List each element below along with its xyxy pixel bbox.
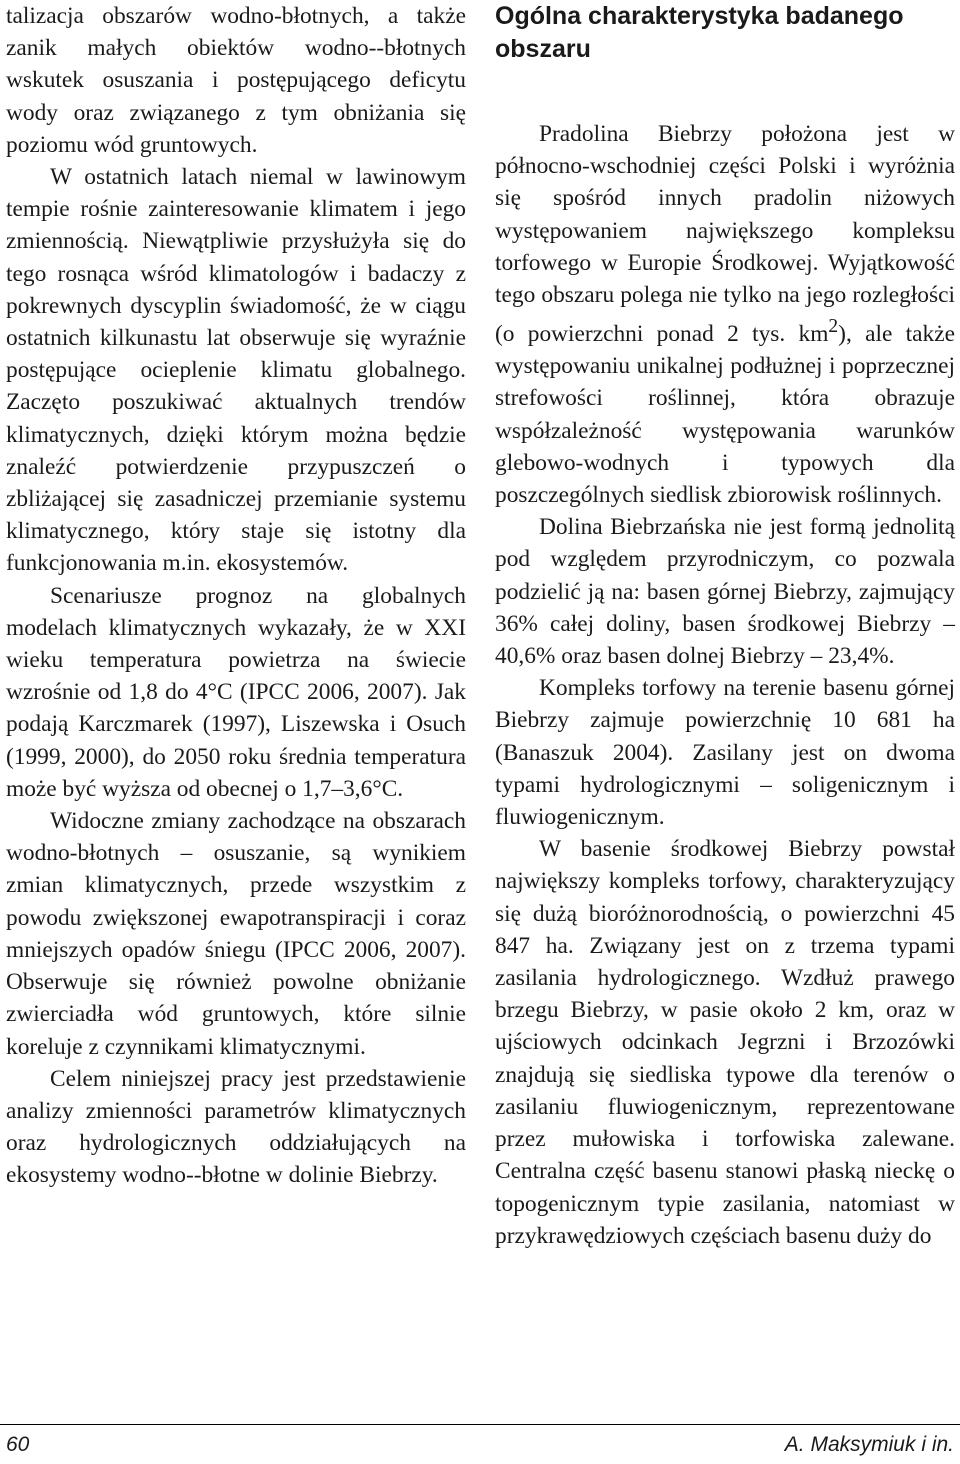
paragraph-climate-interest: W ostatnich latach niemal w lawinowym tempie rośnie zainteresowanie klimatem i jego zmiennością. Niewątpliwie przysłużyła się do tego rosnąca wśród klimatologów i badaczy z pokrewnych dyscyplin świadomość, że w ciągu ostatnich kilkunastu lat obserwuje się wyraźnie postępujące ocieplenie klimatu globalnego. Zaczęto poszukiwać aktualnych trendów klimatycznych, dzięki którym można będzie znaleźć potwierdzenie przypuszczeń o zbliżającej się zasadniczej przemianie systemu klimatycznego, który staje się istotny dla funkcjonowania m.in. ekosystemów. bbox=[6, 164, 466, 577]
paragraph-climate-scenarios: Scenariusze prognoz na globalnych modelach klimatycznych wykazały, że w XXI wieku temperatura powietrza na świecie wzrośnie od 1,8 do 4°C (IPCC 2006, 2007). Jak podają Karczmarek (1997), Liszewska i Osuch (1999, 2000), do 2050 roku średnia temperatura może być wyższa od obecnej o 1,7–3,6°C. bbox=[6, 582, 466, 802]
paragraph-text-part: ), ale także występowaniu unikalnej podłużnej i poprzecznej strefowości roślinnej, która obrazuje współzależność występowania warunków glebowo-wodnych i typowych dla poszczególnych siedlisk zbiorowisk roślinnych. bbox=[495, 321, 955, 509]
paragraph-valley-location bbox=[495, 118, 955, 511]
page-number: 60 bbox=[6, 1433, 30, 1456]
paragraph-valley-division: Dolina Biebrzańska nie jest formą jednolitą pod względem przyrodniczym, co pozwala podzielić ją na: basen górnej Biebrzy, zajmujący 36% całej doliny, basen środkowej Biebrzy – 40,6% oraz basen dolnej Biebrzy – 23,4%. bbox=[495, 514, 955, 670]
section-heading: Ogólna charakterystyka badanego obszaru bbox=[495, 2, 904, 63]
paragraph-wetland-changes: Widoczne zmiany zachodzące na obszarach wodno-błotnych – osuszanie, są wynikiem zmian klimatycznych, przede wszystkim z powodu zwiększonej ewapotranspiracji i coraz mniejszych opadów śniegu (IPCC 2006, 2007). Obserwuje się również powolne obniżanie zwierciadła wód gruntowych, które silnie koreluje z czynnikami klimatycznymi. bbox=[6, 808, 466, 1060]
paragraph-text-part: Pradolina Biebrzy położona jest w północno-wschodniej części Polski i wyróżnia się spośród innych pradolin niżowych występowaniem największego kompleksu torfowego w Europie Środkowej. Wyjątkowość tego obszaru polega nie tylko na jego rozległości (o powierzchni ponad 2 tys. km bbox=[495, 121, 955, 348]
running-authors: A. Maksymiuk i in. bbox=[784, 1433, 954, 1456]
paragraph-middle-basin: W basenie środkowej Biebrzy powstał największy kompleks torfowy, charakteryzujący się dużą bioróżnorodnością, o powierzchni 45 847 ha. Związany jest on z trzema typami zasilania hydrologicznego. Wzdłuż prawego brzegu Biebrzy, w pasie około 2 km, oraz w ujściowych odcinkach Jegrzni i Brzozówki znajdują się siedliska typowe dla terenów o zasilaniu fluwiogenicznym, reprezentowane przez mułowiska i torfowiska zalewane. Centralna część basenu stanowi płaską nieckę o topogenicznym typie zasilania, natomiast w przykrawędziowych częściach basenu duży do bbox=[495, 836, 955, 1249]
left-column bbox=[6, 0, 466, 1192]
right-column bbox=[495, 0, 955, 1252]
paragraph-study-aim: Celem niniejszej pracy jest przedstawienie analizy zmienności parametrów klimatycznych oraz hydrologicznych oddziałujących na ekosystemy wodno--błotne w dolinie Biebrzy. bbox=[6, 1065, 466, 1189]
paragraph-continuation: talizacja obszarów wodno-błotnych, a także zanik małych obiektów wodno--błotnych wskutek osuszania i postępującego deficytu wody oraz związanego z tym obniżania się poziomu wód gruntowych. bbox=[6, 3, 466, 158]
paragraph-upper-basin: Kompleks torfowy na terenie basenu górnej Biebrzy zajmuje powierzchnię 10 681 ha (Banaszuk 2004). Zasilany jest on dwoma typami hydrologicznymi – soligenicznym i fluwiogenicznym. bbox=[495, 675, 955, 831]
footer-divider bbox=[0, 1424, 960, 1425]
superscript-exponent: 2 bbox=[828, 316, 839, 338]
